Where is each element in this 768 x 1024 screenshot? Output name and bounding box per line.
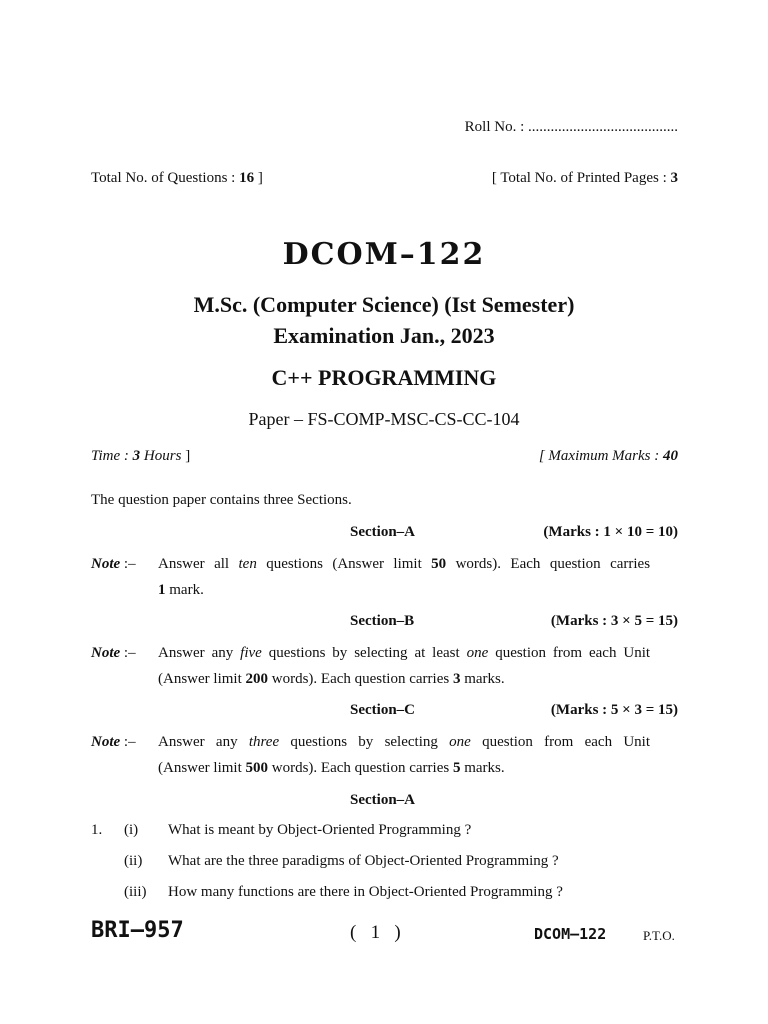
program-title: M.Sc. (Computer Science) (Ist Semester) bbox=[193, 292, 575, 317]
time-unit: Hours bbox=[143, 448, 182, 464]
exam-title: Examination Jan., 2023 bbox=[273, 323, 495, 348]
page-number: ( 1 ) bbox=[350, 922, 401, 943]
section-b-heading: Section–B bbox=[350, 613, 415, 629]
section-b-marks: (Marks : 3 × 5 = 15) bbox=[550, 613, 678, 629]
section-a-heading: Section–A bbox=[350, 524, 415, 540]
time-value: 3 bbox=[132, 448, 141, 464]
sub-question-number: (iii) bbox=[124, 884, 147, 900]
section-a-questions-heading: Section–A bbox=[350, 792, 415, 808]
section-a-marks: (Marks : 1 × 10 = 10) bbox=[543, 524, 678, 540]
footer-batch-code: BRI–957 bbox=[91, 918, 184, 943]
time-label: Time : bbox=[91, 448, 129, 464]
total-questions-label: Total No. of Questions : bbox=[91, 170, 236, 186]
pto-label: P.T.O. bbox=[643, 928, 675, 943]
section-c-note-text: Answer any three questions by selecting one question from each Unit (Answer limit 500 words). Each question carries 5 marks. bbox=[158, 734, 651, 776]
maximum-marks bbox=[539, 448, 678, 465]
total-pages bbox=[492, 170, 678, 187]
section-a-note-text: Answer all ten questions (Answer limit 50 words). Each question carries 1 mark. bbox=[158, 556, 651, 598]
subject-title: C++ PROGRAMMING bbox=[271, 365, 497, 390]
max-marks-label: [ Maximum Marks : bbox=[538, 448, 660, 464]
sub-question-text: What are the three paradigms of Object-Oriented Programming ? bbox=[168, 853, 559, 869]
course-code-title: DCOM–122 bbox=[282, 237, 486, 272]
roll-number-blank: ........................................ bbox=[528, 119, 678, 135]
roll-number-label: Roll No. : bbox=[464, 119, 525, 135]
sub-question-number: (i) bbox=[124, 822, 139, 838]
sub-question-text: How many functions are there in Object-Oriented Programming ? bbox=[168, 884, 563, 900]
intro-text: The question paper contains three Sections. bbox=[91, 492, 352, 508]
question-number: 1. bbox=[91, 822, 103, 838]
paper-code: Paper – FS-COMP-MSC-CS-CC-104 bbox=[248, 409, 520, 429]
footer-course-code: DCOM–122 bbox=[534, 925, 607, 943]
roll-number-line bbox=[465, 119, 678, 136]
section-b-note-label: Note :– bbox=[91, 645, 136, 661]
sub-question-text: What is meant by Object-Oriented Programming ? bbox=[168, 822, 472, 838]
total-pages-value: 3 bbox=[670, 170, 678, 186]
max-marks-value: 40 bbox=[663, 448, 678, 464]
time-allowed: Time : 3 Hours ] bbox=[91, 448, 191, 464]
section-a-note-label: Note :– bbox=[91, 556, 136, 572]
section-c-note-label: Note :– bbox=[91, 734, 136, 750]
total-questions: Total No. of Questions : 16 ] bbox=[91, 170, 263, 186]
section-c-marks: (Marks : 5 × 3 = 15) bbox=[550, 702, 678, 718]
total-pages-label: [ Total No. of Printed Pages : bbox=[491, 170, 667, 186]
section-c-heading: Section–C bbox=[350, 702, 415, 718]
sub-question-number: (ii) bbox=[124, 853, 143, 869]
total-questions-value: 16 bbox=[239, 170, 255, 186]
section-b-note-text: Answer any five questions by selecting at least one question from each Unit (Answer limit 200 words). Each question carries 3 marks. bbox=[158, 645, 651, 687]
